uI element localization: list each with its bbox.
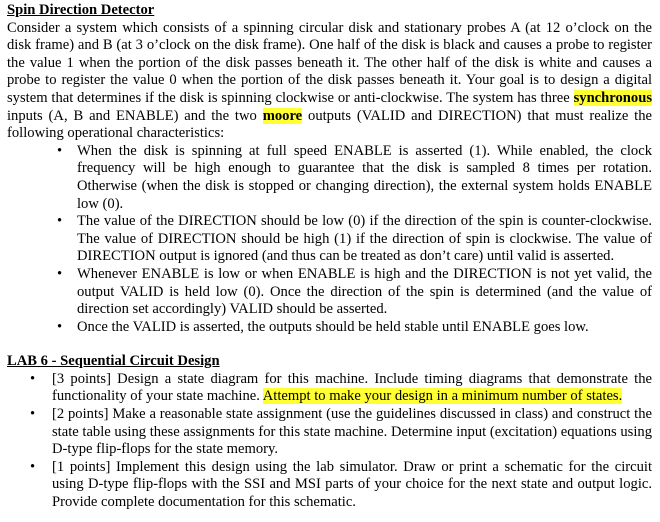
list-item <box>57 265 652 319</box>
list-item <box>57 213 652 266</box>
bullet-icon: • <box>30 458 36 475</box>
highlight-moore: moore <box>262 107 303 124</box>
bullet-icon: • <box>57 318 63 335</box>
list-item-text: [3 points] Design a state diagram for this machine. Include timing diagrams that demonstrate the functionality of your state machine. <box>52 370 652 405</box>
bullet-icon: • <box>57 213 63 230</box>
intro-text-c: outputs (VALID and DIRECTION) that must realize the following operational characteristics: <box>7 107 652 142</box>
intro-text-a: Consider a system which consists of a spinning circular disk and stationary probes A (at 12 o’clock on the disk frame) and B (at 3 o’clock on the disk frame). One half of the disk is black and causes a probe to register the value 1 when the portion of the disk passes beneath it. The other half of the disk is white and causes a probe to register the value 0 when the portion of the disk passes beneath it. Your goal is to design a digital system that determines if the disk is spinning clockwise or anti-clockwise. The system has three <box>7 19 652 106</box>
section-title-spin-detector: Spin Direction Detector <box>7 2 155 18</box>
list-item <box>30 370 652 406</box>
bullet-icon: • <box>57 142 63 159</box>
list-item-text: When the disk is spinning at full speed ENABLE is asserted (1). While enabled, the clock frequency will be high enough to guarantee that the disk is sampled 8 times per rotation. Otherwise (when the disk is stopped or changing direction), the external system holds ENABLE low (0). <box>77 142 652 212</box>
bullet-icon: • <box>30 370 36 387</box>
lab-tasks-list <box>7 371 652 512</box>
list-item <box>57 142 652 213</box>
list-item-text: Whenever ENABLE is low or when ENABLE is high and the DIRECTION is not yet valid, the output VALID is held low (0). Once the direction of the spin is determined (and the value of direction set accordingly) VALID should be asserted. <box>77 265 652 318</box>
list-item-text: [2 points] Make a reasonable state assignment (use the guidelines discussed in class) and construct the state table using these assignments for this state machine. Determine input (excitation) equations using D-type flip-flops for the state memory. <box>52 406 652 458</box>
highlight-minimum-states: Attempt to make your design in a minimum number of states. <box>262 388 623 405</box>
list-item <box>30 406 652 459</box>
list-item <box>30 458 652 512</box>
highlight-synchronous: synchronous <box>573 89 652 106</box>
list-item-text: The value of the DIRECTION should be low (0) if the direction of the spin is counter-clockwise. The value of DIRECTION should be high (1) if the direction of spin is clockwise. The value of DIRECTION output is ignored (and thus can be treated as don’t care) until valid is asserted. <box>77 213 652 265</box>
section-title-lab6: LAB 6 - Sequential Circuit Design <box>7 353 220 370</box>
bullet-icon: • <box>30 406 36 423</box>
list-item-text: [1 points] Implement this design using the lab simulator. Draw or print a schematic for the circuit using D-type flip-flops with the SSI and MSI parts of your choice for the next state and output logic. Provide complete documentation for this schematic. <box>52 458 652 511</box>
intro-text-b: inputs (A, B and ENABLE) and the two <box>7 107 263 124</box>
list-item <box>57 318 652 337</box>
intro-paragraph <box>7 20 652 143</box>
characteristics-list <box>7 143 652 337</box>
bullet-icon: • <box>57 265 63 282</box>
list-item-text: Once the VALID is asserted, the outputs should be held stable until ENABLE goes low. <box>77 318 589 335</box>
